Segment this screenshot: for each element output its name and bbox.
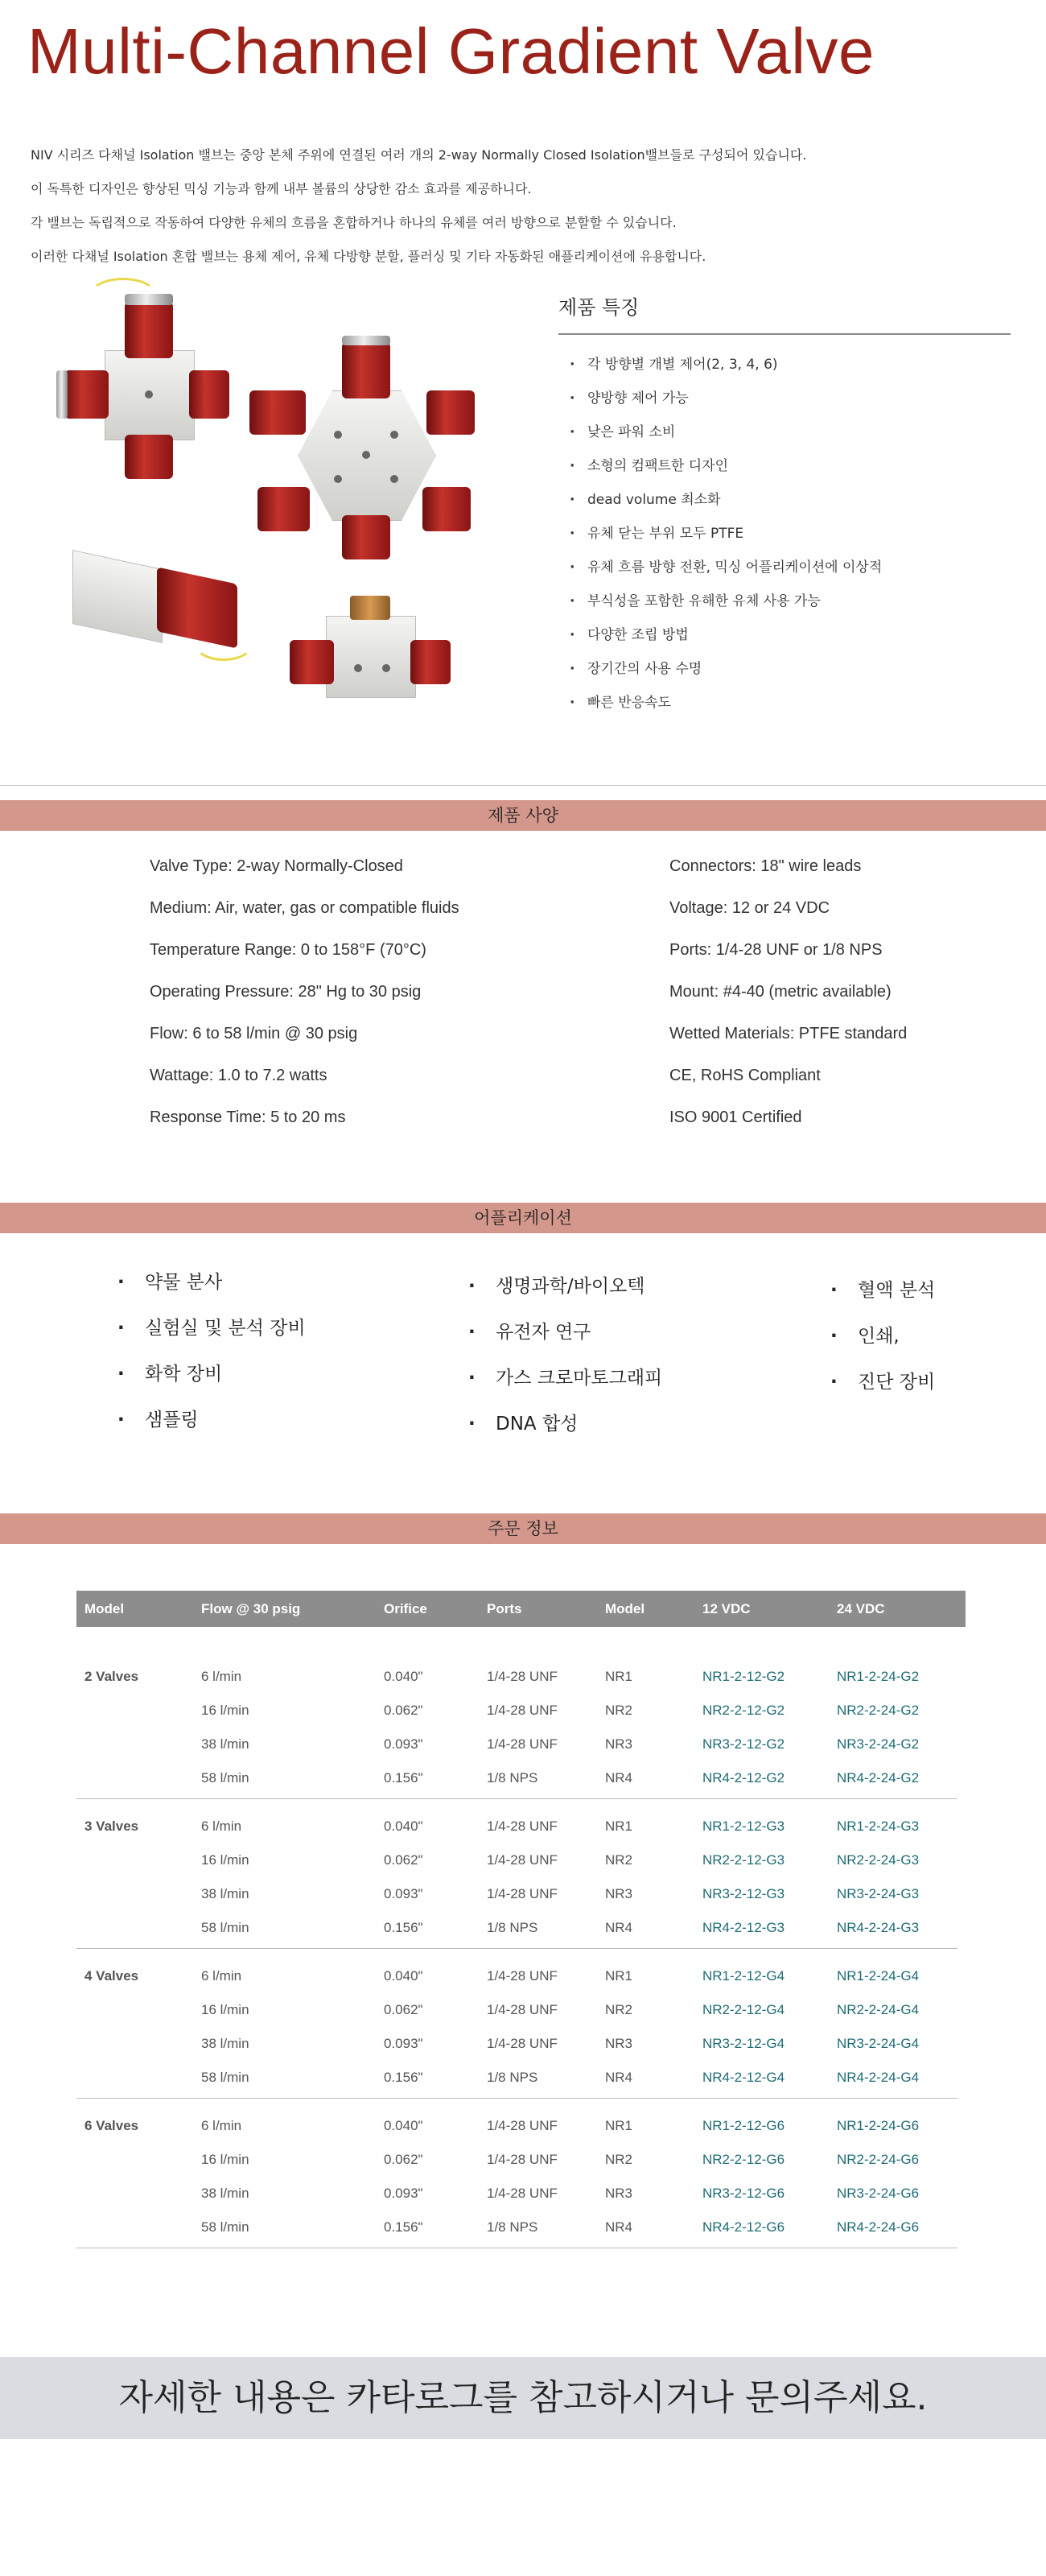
table-cell: 0.156" xyxy=(384,1770,423,1785)
feature-item: · 각 방향별 개별 제어(2, 3, 4, 6) xyxy=(570,348,882,382)
table-cell: 58 l/min xyxy=(201,1920,249,1935)
table-cell: NR2 xyxy=(605,2002,633,2017)
col-header: Model xyxy=(605,1601,645,1616)
application-item: · 인쇄, xyxy=(830,1314,935,1360)
table-row xyxy=(76,1810,957,1843)
model-number-link[interactable]: NR4-2-12-G4 xyxy=(702,2070,785,2085)
footer-banner: 자세한 내용은 카타로그를 참고하시거나 문의주세요. xyxy=(0,2357,1046,2439)
feature-item: · 유체 흐름 방향 전환, 믹싱 어플리케이션에 이상적 xyxy=(570,551,882,584)
table-cell: 0.156" xyxy=(384,1920,423,1935)
table-cell: 6 l/min xyxy=(201,1669,242,1684)
application-item: · 유전자 연구 xyxy=(468,1310,662,1356)
table-cell: 1/4-28 UNF xyxy=(487,1736,558,1752)
model-number-link[interactable]: NR4-2-24-G4 xyxy=(837,2070,920,2085)
model-number-link[interactable]: NR2-2-24-G2 xyxy=(837,1703,920,1718)
table-cell: 6 l/min xyxy=(201,2118,242,2133)
application-item: · 약물 분사 xyxy=(117,1260,306,1306)
intro-line: 이러한 다채널 Isolation 혼합 밸브는 용체 제어, 유체 다방향 분할, 플러싱 및 기타 자동화된 애플리케이션에 유용합니다. xyxy=(31,249,706,264)
model-number-link[interactable]: NR4-2-12-G2 xyxy=(702,1770,785,1785)
group-label: 2 Valves xyxy=(84,1669,139,1684)
model-number-link[interactable]: NR1-2-24-G4 xyxy=(837,1968,920,1984)
model-number-link[interactable]: NR2-2-12-G3 xyxy=(702,1852,785,1868)
specs-right xyxy=(669,845,907,1138)
table-cell: NR2 xyxy=(605,2152,633,2167)
table-cell: NR3 xyxy=(605,2036,633,2051)
table-cell: 1/4-28 UNF xyxy=(487,1852,558,1868)
table-cell: NR2 xyxy=(605,1703,633,1718)
col-header: Ports xyxy=(487,1601,522,1616)
table-cell: NR1 xyxy=(605,1818,633,1834)
section-divider xyxy=(0,785,1046,786)
col-header: Flow @ 30 psig xyxy=(201,1601,301,1616)
col-header: Orifice xyxy=(384,1601,427,1616)
model-number-link[interactable]: NR3-2-24-G4 xyxy=(837,2036,920,2051)
spec-item: ISO 9001 Certified xyxy=(669,1108,802,1126)
model-number-link[interactable]: NR1-2-24-G3 xyxy=(837,1818,920,1834)
product-image-2-way xyxy=(72,543,257,664)
table-cell: 6 l/min xyxy=(201,1968,242,1984)
product-photos xyxy=(56,286,491,720)
specs-band: 제품 사양 xyxy=(0,800,1046,831)
feature-item: · 장기간의 사용 수명 xyxy=(570,652,882,686)
table-cell: NR2 xyxy=(605,1852,633,1868)
applications-col-3 xyxy=(830,1268,935,1406)
model-number-link[interactable]: NR4-2-12-G3 xyxy=(702,1920,785,1935)
table-cell: 58 l/min xyxy=(201,2219,249,2235)
table-cell: 0.062" xyxy=(384,1703,423,1718)
table-row xyxy=(76,1911,957,1945)
group-divider xyxy=(76,1948,957,1949)
table-cell: 1/4-28 UNF xyxy=(487,1886,558,1901)
model-number-link[interactable]: NR4-2-24-G6 xyxy=(837,2219,920,2235)
table-row xyxy=(76,1843,957,1877)
feature-item: · 소형의 컴팩트한 디자인 xyxy=(570,449,882,483)
table-cell: 0.040" xyxy=(384,1968,423,1984)
model-number-link[interactable]: NR3-2-24-G6 xyxy=(837,2186,920,2201)
model-number-link[interactable]: NR3-2-12-G3 xyxy=(702,1886,785,1901)
spec-item: CE, RoHS Compliant xyxy=(669,1067,821,1084)
spec-item: Ports: 1/4-28 UNF or 1/8 NPS xyxy=(669,941,883,959)
group-label: 4 Valves xyxy=(84,1968,139,1984)
order-band: 주문 정보 xyxy=(0,1513,1046,1544)
intro-text xyxy=(31,138,996,274)
application-item: · DNA 합성 xyxy=(468,1402,662,1447)
table-cell: 0.062" xyxy=(384,2152,423,2167)
spec-item: Wetted Materials: PTFE standard xyxy=(669,1025,908,1042)
table-row xyxy=(76,1728,957,1761)
group-label: 6 Valves xyxy=(84,2118,139,2133)
model-number-link[interactable]: NR2-2-12-G2 xyxy=(702,1703,785,1718)
feature-item: · 낮은 파워 소비 xyxy=(570,415,882,449)
feature-item: · 유체 닫는 부위 모두 PTFE xyxy=(570,517,882,551)
table-cell: NR4 xyxy=(605,2219,633,2235)
table-cell: 0.093" xyxy=(384,2036,423,2051)
table-row xyxy=(76,1959,957,1993)
table-cell: 1/4-28 UNF xyxy=(487,1669,558,1684)
table-cell: 0.062" xyxy=(384,2002,423,2017)
table-cell: 1/8 NPS xyxy=(487,2219,538,2235)
table-cell: 38 l/min xyxy=(201,1736,249,1752)
application-item: · 가스 크로마토그래피 xyxy=(468,1356,662,1402)
intro-line: NIV 시리즈 다채널 Isolation 밸브는 중앙 본체 주위에 연결된 여러 개의 2-way Normally Closed Isolation밸브들로 구성되어 있습니다. xyxy=(31,147,807,163)
model-number-link[interactable]: NR4-2-24-G3 xyxy=(837,1920,920,1935)
table-cell: 1/4-28 UNF xyxy=(487,2152,558,2167)
spec-item: Connectors: 18" wire leads xyxy=(669,857,862,875)
spec-item: Operating Pressure: 28" Hg to 30 psig xyxy=(150,983,422,1001)
product-image-4-way xyxy=(56,286,241,471)
model-number-link[interactable]: NR3-2-12-G6 xyxy=(702,2186,785,2201)
table-cell: 16 l/min xyxy=(201,2152,249,2167)
model-number-link[interactable]: NR3-2-24-G2 xyxy=(837,1736,920,1752)
spec-item: Wattage: 1.0 to 7.2 watts xyxy=(150,1067,327,1084)
table-row xyxy=(76,2211,957,2244)
table-cell: 1/8 NPS xyxy=(487,2070,538,2085)
application-item: · 진단 장비 xyxy=(830,1360,935,1406)
model-number-link[interactable]: NR3-2-12-G4 xyxy=(702,2036,785,2051)
table-cell: 38 l/min xyxy=(201,2036,249,2051)
applications-col-1 xyxy=(117,1260,306,1443)
table-cell: 0.093" xyxy=(384,2186,423,2201)
table-cell: 1/4-28 UNF xyxy=(487,2186,558,2201)
spec-item: Response Time: 5 to 20 ms xyxy=(150,1108,346,1126)
table-cell: 0.093" xyxy=(384,1886,423,1901)
table-cell: 16 l/min xyxy=(201,2002,249,2017)
table-row xyxy=(76,2143,957,2177)
table-cell: 58 l/min xyxy=(201,2070,249,2085)
model-number-link[interactable]: NR1-2-12-G3 xyxy=(702,1818,785,1834)
table-row xyxy=(76,2177,957,2211)
applications-band: 어플리케이션 xyxy=(0,1203,1046,1233)
table-cell: 0.156" xyxy=(384,2219,423,2235)
col-header: 24 VDC xyxy=(837,1601,885,1616)
model-number-link[interactable]: NR2-2-24-G3 xyxy=(837,1852,920,1868)
table-cell: 0.093" xyxy=(384,1736,423,1752)
spec-item: Valve Type: 2-way Normally-Closed xyxy=(150,857,403,875)
table-cell: NR4 xyxy=(605,2070,633,2085)
table-cell: 6 l/min xyxy=(201,1818,242,1834)
application-item: · 혈액 분석 xyxy=(830,1268,935,1314)
table-cell: 1/4-28 UNF xyxy=(487,2118,558,2133)
spec-item: Mount: #4-40 (metric available) xyxy=(669,983,892,1001)
table-row xyxy=(76,2027,957,2061)
table-cell: 1/4-28 UNF xyxy=(487,2036,558,2051)
spec-item: Voltage: 12 or 24 VDC xyxy=(669,899,830,917)
model-number-link[interactable]: NR4-2-12-G6 xyxy=(702,2219,785,2235)
table-row xyxy=(76,1761,957,1795)
applications-col-2 xyxy=(468,1264,662,1447)
table-cell: 1/4-28 UNF xyxy=(487,1703,558,1718)
table-cell: NR4 xyxy=(605,1920,633,1935)
spec-item: Temperature Range: 0 to 158°F (70°C) xyxy=(150,941,426,959)
product-image-3-way xyxy=(290,584,451,720)
model-number-link[interactable]: NR2-2-24-G4 xyxy=(837,2002,920,2017)
model-number-link[interactable]: NR2-2-12-G6 xyxy=(702,2152,785,2167)
table-row xyxy=(76,2109,957,2143)
model-number-link[interactable]: NR1-2-12-G4 xyxy=(702,1968,785,1984)
col-header: 12 VDC xyxy=(702,1601,751,1616)
intro-line: 이 독특한 디자인은 향상된 믹싱 기능과 함께 내부 볼륨의 상당한 감소 효과를 제공하니다. xyxy=(31,181,532,196)
table-cell: 16 l/min xyxy=(201,1852,249,1868)
feature-item: · 다양한 조립 방법 xyxy=(570,618,882,652)
table-cell: 0.062" xyxy=(384,1852,423,1868)
table-cell: NR3 xyxy=(605,1736,633,1752)
table-cell: 1/8 NPS xyxy=(487,1770,538,1785)
model-number-link[interactable]: NR2-2-12-G4 xyxy=(702,2002,785,2017)
group-divider xyxy=(76,2098,957,2099)
model-number-link[interactable]: NR2-2-24-G6 xyxy=(837,2152,920,2167)
table-cell: 38 l/min xyxy=(201,2186,249,2201)
feature-item: · 부식성을 포함한 유해한 유체 사용 가능 xyxy=(570,584,882,618)
application-item: · 화학 장비 xyxy=(117,1352,306,1397)
spec-item: Flow: 6 to 58 l/min @ 30 psig xyxy=(150,1025,358,1042)
table-cell: NR3 xyxy=(605,1886,633,1901)
table-cell: 38 l/min xyxy=(201,1886,249,1901)
application-item: · 생명과학/바이오텍 xyxy=(468,1264,662,1310)
group-label: 3 Valves xyxy=(84,1818,139,1834)
table-cell: NR1 xyxy=(605,1669,633,1684)
table-cell: 0.040" xyxy=(384,2118,423,2133)
table-cell: 0.040" xyxy=(384,1818,423,1834)
table-cell: 1/4-28 UNF xyxy=(487,2002,558,2017)
page-title: Multi-Channel Gradient Valve xyxy=(27,15,875,87)
features-list xyxy=(570,348,882,720)
model-number-link[interactable]: NR1-2-24-G2 xyxy=(837,1669,920,1684)
table-row xyxy=(76,1694,957,1728)
feature-item: · 양방향 제어 가능 xyxy=(570,382,882,415)
table-cell: 1/4-28 UNF xyxy=(487,1818,558,1834)
table-cell: 0.040" xyxy=(384,1669,423,1684)
application-item: · 실험실 및 분석 장비 xyxy=(117,1306,306,1352)
spec-item: Medium: Air, water, gas or compatible fluids xyxy=(150,899,459,917)
model-number-link[interactable]: NR1-2-12-G6 xyxy=(702,2118,785,2133)
table-row xyxy=(76,1877,957,1911)
model-number-link[interactable]: NR1-2-12-G2 xyxy=(702,1669,785,1684)
features-title: 제품 특징 xyxy=(558,296,640,319)
intro-line: 각 밸브는 독립적으로 작동하여 다양한 유체의 흐름을 혼합하거나 하나의 유체를 여러 방향으로 분할할 수 있습니다. xyxy=(31,215,677,230)
col-header: Model xyxy=(84,1601,125,1616)
table-cell: 58 l/min xyxy=(201,1770,249,1785)
table-cell: NR4 xyxy=(605,1770,633,1785)
group-divider xyxy=(76,1798,957,1799)
product-image-6-way xyxy=(249,342,483,568)
feature-item: · 빠른 반응속도 xyxy=(570,686,882,720)
table-row xyxy=(76,1660,957,1694)
table-cell: NR3 xyxy=(605,2186,633,2201)
model-number-link[interactable]: NR3-2-24-G3 xyxy=(837,1886,920,1901)
table-cell: 0.156" xyxy=(384,2070,423,2085)
features-divider xyxy=(558,333,1011,335)
feature-item: · dead volume 최소화 xyxy=(570,483,882,517)
table-cell: 16 l/min xyxy=(201,1703,249,1718)
table-cell: 1/8 NPS xyxy=(487,1920,538,1935)
model-number-link[interactable]: NR4-2-24-G2 xyxy=(837,1770,920,1785)
model-number-link[interactable]: NR3-2-12-G2 xyxy=(702,1736,785,1752)
model-number-link[interactable]: NR1-2-24-G6 xyxy=(837,2118,920,2133)
table-cell: NR1 xyxy=(605,2118,633,2133)
table-row xyxy=(76,2061,957,2095)
application-item: · 샘플링 xyxy=(117,1397,306,1443)
table-cell: NR1 xyxy=(605,1968,633,1984)
specs-left xyxy=(150,845,459,1138)
table-cell: 1/4-28 UNF xyxy=(487,1968,558,1984)
table-row xyxy=(76,1993,957,2027)
